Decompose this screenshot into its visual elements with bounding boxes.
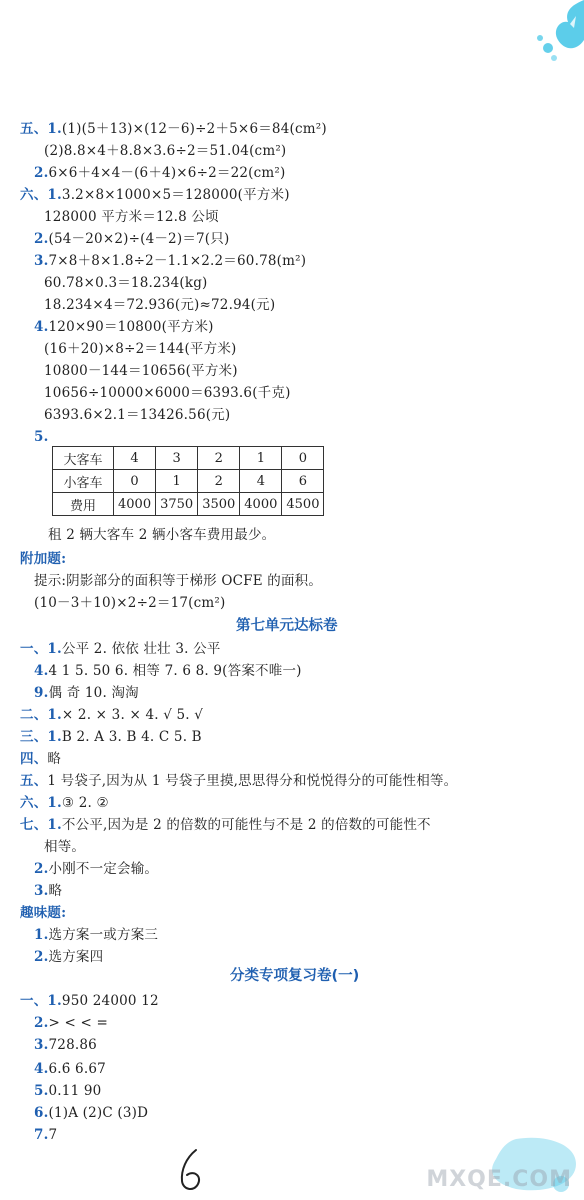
answer-line xyxy=(44,406,230,424)
answer-line xyxy=(20,904,66,922)
row-label: 小客车 xyxy=(53,470,114,493)
answer-text: (1)(5＋13)×(12－6)÷2＋5×6＝84(cm²) xyxy=(61,121,327,137)
watermark-text: MXQE.COM xyxy=(426,1167,572,1192)
answer-text: 略 xyxy=(48,883,63,899)
answer-text: 7×8＋8×1.8÷2－1.1×2.2＝60.78(m²) xyxy=(48,253,307,269)
answer-line xyxy=(34,318,214,336)
answer-text: × 2. × 3. × 4. √ 5. √ xyxy=(61,707,204,723)
answer-line xyxy=(34,1036,97,1054)
answer-line xyxy=(20,120,327,138)
answer-text: 7 xyxy=(48,1127,58,1143)
table-cell: 4000 xyxy=(240,493,282,516)
answer-text: (54－20×2)÷(4－2)＝7(只) xyxy=(48,231,230,247)
answer-line xyxy=(44,274,208,292)
answer-line xyxy=(20,706,203,724)
answer-text: 选方案一或方案三 xyxy=(48,927,159,943)
question-number: 二、1. xyxy=(20,707,62,723)
table-cell: 4 xyxy=(114,447,156,470)
question-number: 2. xyxy=(34,231,49,247)
splash-decoration xyxy=(514,0,584,70)
question-number: 3. xyxy=(34,1037,49,1053)
question-number: 2. xyxy=(34,165,49,181)
question-number: 5. xyxy=(34,1083,49,1099)
table-cell: 4000 xyxy=(114,493,156,516)
question-number: 7. xyxy=(34,1127,49,1143)
question-number: 4. xyxy=(34,663,49,679)
table-row xyxy=(53,470,324,493)
question-number: 趣味题: xyxy=(20,905,67,921)
answer-text: 不公平,因为是 2 的倍数的可能性与不是 2 的倍数的可能性不 xyxy=(61,817,431,833)
answer-line xyxy=(34,252,306,270)
answer-text: 128000 平方米＝12.8 公顷 xyxy=(44,209,219,225)
heading-unit7: 第七单元达标卷 xyxy=(236,618,338,634)
answer-text: 小刚不一定会输。 xyxy=(48,861,159,877)
answer-text: 10656÷10000×6000＝6393.6(千克) xyxy=(44,385,291,401)
question-number: 六、1. xyxy=(20,795,62,811)
answer-line xyxy=(34,948,103,966)
question-number: 六、1. xyxy=(20,187,62,203)
answer-text: (2)8.8×4＋8.8×3.6÷2＝51.04(cm²) xyxy=(44,143,287,159)
answer-text: 6.6̇ 6.67 xyxy=(48,1061,106,1077)
answer-line xyxy=(20,186,290,204)
question-number: 6. xyxy=(34,1105,49,1121)
table-cell: 1 xyxy=(156,470,198,493)
answer-line xyxy=(34,684,139,702)
answer-line xyxy=(34,1060,106,1078)
answer-line xyxy=(34,860,158,878)
answer-line xyxy=(44,208,219,226)
question-number: 3. xyxy=(34,253,49,269)
question-number: 附加题: xyxy=(20,551,67,567)
answer-line xyxy=(20,640,221,658)
question-number: 一、1. xyxy=(20,993,62,1009)
table-cell: 3 xyxy=(156,447,198,470)
answer-text: 相等。 xyxy=(44,839,86,855)
table-cell: 3500 xyxy=(198,493,240,516)
table-cell: 0 xyxy=(114,470,156,493)
handwritten-six xyxy=(178,1148,204,1194)
question-number: 4. xyxy=(34,1061,49,1077)
table-cell: 2 xyxy=(198,447,240,470)
answer-text: 3.2×8×1000×5＝128000(平方米) xyxy=(61,187,290,203)
answer-line xyxy=(20,750,61,768)
table-cell: 3750 xyxy=(156,493,198,516)
answer-text: (1)A (2)C (3)D xyxy=(48,1105,149,1121)
question-number: 9. xyxy=(34,685,49,701)
answer-line xyxy=(44,362,238,380)
question-number: 五、 xyxy=(20,773,48,789)
row-label: 大客车 xyxy=(53,447,114,470)
table-cell: 6 xyxy=(282,470,324,493)
answer-text: 4 1 5. 50 6. 相等 7. 6 8. 9(答案不唯一) xyxy=(48,663,302,679)
table-cell: 2 xyxy=(198,470,240,493)
answer-line xyxy=(34,1082,101,1100)
answer-line xyxy=(34,926,158,944)
answer-text: 提示:阴影部分的面积等于梯形 OCFE 的面积。 xyxy=(34,573,323,589)
answer-text: 略 xyxy=(47,751,62,767)
bus-cost-table xyxy=(52,446,324,516)
answer-line xyxy=(20,550,66,568)
question-number: 3. xyxy=(34,883,49,899)
answer-line xyxy=(34,230,229,248)
answer-line xyxy=(34,572,322,590)
table-row xyxy=(53,493,324,516)
answer-line xyxy=(44,340,237,358)
answer-text: 偶 奇 10. 淘淘 xyxy=(48,685,139,701)
answer-line xyxy=(44,838,85,856)
question-number: 一、1. xyxy=(20,641,62,657)
answer-text: 6393.6×2.1＝13426.56(元) xyxy=(44,407,231,423)
answer-line xyxy=(34,882,62,900)
answer-text: 6×6＋4×4－(6＋4)×6÷2＝22(cm²) xyxy=(48,165,286,181)
answer-line xyxy=(20,728,202,746)
answer-line xyxy=(34,662,302,680)
answer-text: (10－3＋10)×2÷2＝17(cm²) xyxy=(34,595,226,611)
question-number: 4. xyxy=(34,319,49,335)
table-cell: 4500 xyxy=(282,493,324,516)
answer-text: 1 号袋子,因为从 1 号袋子里摸,思思得分和悦悦得分的可能性相等。 xyxy=(47,773,458,789)
row-label: 费用 xyxy=(53,493,114,516)
answer-line xyxy=(44,142,286,160)
answer-line xyxy=(48,526,275,544)
answer-text: 选方案四 xyxy=(48,949,104,965)
question-number: 2. xyxy=(34,861,49,877)
answer-line xyxy=(20,992,159,1010)
answer-line xyxy=(20,816,431,834)
answer-text: 120×90＝10800(平方米) xyxy=(48,319,214,335)
answer-line xyxy=(34,1126,57,1144)
answer-line xyxy=(34,1104,148,1122)
answer-text: ③ 2. ② xyxy=(61,795,109,811)
question-number: 2. xyxy=(34,949,49,965)
answer-text: 60.78×0.3＝18.234(kg) xyxy=(44,275,208,291)
answer-line xyxy=(20,794,109,812)
table-cell: 4 xyxy=(240,470,282,493)
question-number: 四、 xyxy=(20,751,48,767)
table-cell: 1 xyxy=(240,447,282,470)
answer-line xyxy=(34,428,49,446)
question-number: 五、1. xyxy=(20,121,62,137)
answer-line xyxy=(34,1014,108,1032)
answer-text: 728.86 xyxy=(48,1037,97,1053)
question-number: 1. xyxy=(34,927,49,943)
answer-text: 公平 2. 依依 壮壮 3. 公平 xyxy=(61,641,221,657)
question-number: 2. xyxy=(34,1015,49,1031)
answer-text: 18.234×4＝72.936(元)≈72.94(元) xyxy=(44,297,276,313)
table-row xyxy=(53,447,324,470)
answer-line xyxy=(34,164,285,182)
answer-line xyxy=(44,384,291,402)
answer-line xyxy=(20,772,457,790)
answer-line xyxy=(34,594,225,612)
heading-review1: 分类专项复习卷(一) xyxy=(230,968,360,984)
question-number: 七、1. xyxy=(20,817,62,833)
question-number: 5. xyxy=(34,429,49,445)
answer-text: (16＋20)×8÷2＝144(平方米) xyxy=(44,341,237,357)
table-cell: 0 xyxy=(282,447,324,470)
answer-text: 10800－144＝10656(平方米) xyxy=(44,363,238,379)
answer-line xyxy=(44,296,275,314)
answer-text: 租 2 辆大客车 2 辆小客车费用最少。 xyxy=(48,527,276,543)
answer-text: 0.11 90 xyxy=(48,1083,102,1099)
answer-text: B 2. A 3. B 4. C 5. B xyxy=(61,729,202,745)
answer-text: 950 24000 12 xyxy=(61,993,159,1009)
question-number: 三、1. xyxy=(20,729,62,745)
answer-text: > < < = xyxy=(48,1015,109,1031)
